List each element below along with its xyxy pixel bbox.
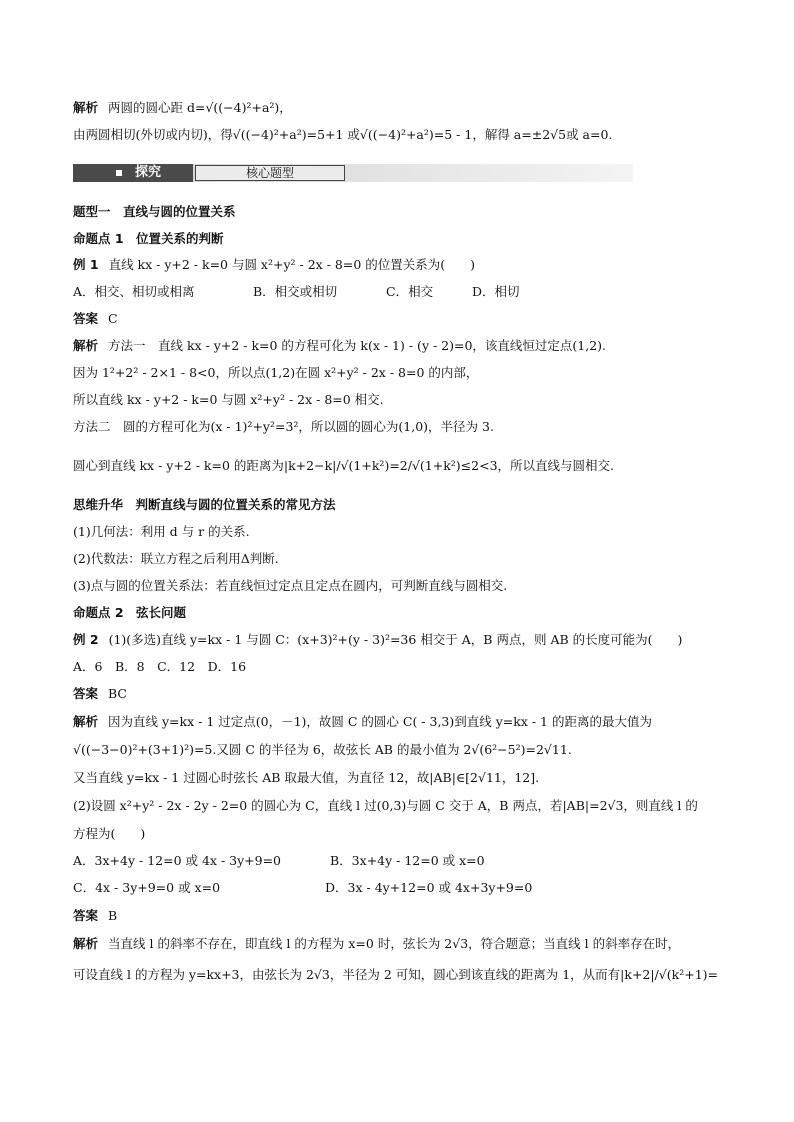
options-ex2a: A．6 B．8 C．12 D．16 [73, 659, 247, 674]
text-line: 解析 方法一 直线 kx - y+2 - k=0 的方程可化为 k(x - 1) - (y - 2)=0，该直线恒过定点(1,2). [73, 338, 607, 353]
label: 解析 [73, 100, 99, 115]
example-line: 例 1 直线 kx - y+2 - k=0 与圆 x²+y² - 2x - 8=0 的位置关系为( ) [73, 257, 475, 272]
text-line: 又当直线 y=kx - 1 过圆心时弦长 AB 取最大值，为直径 12，故|AB|∈[2√11，12]. [73, 770, 540, 785]
text-line: 由两圆相切(外切或内切)，得√((−4)²+a²)=5+1 或√((−4)²+a²)=5 - 1，解得 a=±2√5或 a=0. [73, 127, 613, 142]
heading: 命题点 1 位置关系的判断 [73, 231, 224, 246]
text-line: 解析 因为直线 y=kx - 1 过定点(0，－1)，故圆 C 的圆心 C( - 3,3)到直线 y=kx - 1 的距离的最大值为 [73, 714, 652, 729]
heading: 命题点 2 弦长问题 [73, 605, 187, 620]
text-line: (1)几何法：利用 d 与 r 的关系. [73, 524, 250, 539]
banner-right: 核心题型 [195, 165, 345, 181]
heading: 题型一 直线与圆的位置关系 [73, 204, 236, 219]
text-line: 圆心到直线 kx - y+2 - k=0 的距离为|k+2−k|/√(1+k²)=2/√(1+k²)≤2<3，所以直线与圆相交. [73, 458, 615, 473]
text-line: (2)代数法：联立方程之后利用Δ判断. [73, 551, 279, 566]
options-ex2b-row2: C．4x - 3y+9=0 或 x=0 D．3x - 4y+12=0 或 4x+3y+9=0 [73, 880, 533, 895]
text-line: 解析 当直线 l 的斜率不存在，即直线 l 的方程为 x=0 时，弦长为 2√3，符合题意；当直线 l 的斜率存在时， [73, 936, 681, 951]
text-line: 所以直线 kx - y+2 - k=0 与圆 x²+y² - 2x - 8=0 相交. [73, 392, 384, 407]
text-line: 因为 1²+2² - 2×1 - 8<0，所以点(1,2)在圆 x²+y² - 2x - 8=0 的内部， [73, 365, 479, 380]
text-line: (3)点与圆的位置关系法：若直线恒过定点且定点在圆内，可判断直线与圆相交. [73, 578, 508, 593]
answer-line: 答案 B [73, 908, 118, 923]
options-ex1: A．相交、相切或相离 B．相交或相切 C．相交 D．相切 [73, 284, 520, 299]
text-line: 方法二 圆的方程可化为(x - 1)²+y²=3²，所以圆的圆心为(1,0)，半径为 3. [73, 419, 494, 434]
heading: 思维升华 判断直线与圆的位置关系的常见方法 [73, 497, 336, 512]
text-line: 解析 两圆的圆心距 d=√((−4)²+a²)， [73, 100, 292, 115]
example-line: 例 2 (1)(多选)直线 y=kx - 1 与圆 C：(x+3)²+(y - 3)²=36 相交于 A，B 两点，则 AB 的长度可能为( ) [73, 632, 683, 647]
banner-left: 探究 [135, 165, 162, 180]
section-banner [73, 164, 633, 182]
text-line: (2)设圆 x²+y² - 2x - 2y - 2=0 的圆心为 C，直线 l 过(0,3)与圆 C 交于 A，B 两点，若|AB|=2√3，则直线 l 的 [73, 798, 698, 813]
text-line: 可设直线 l 的方程为 y=kx+3，由弦长为 2√3，半径为 2 可知，圆心到该直线的距离为 1，从而有|k+2|/√(k²+1)= [73, 967, 719, 982]
text-line: 方程为( ) [73, 826, 146, 841]
options-ex2b-row1: A．3x+4y - 12=0 或 4x - 3y+9=0 B．3x+4y - 12=0 或 x=0 [73, 853, 485, 868]
text-line: √((−3−0)²+(3+1)²)=5.又圆 C 的半径为 6，故弦长 AB 的最小值为 2√(6²−5²)=2√11. [73, 742, 572, 757]
square-icon [116, 170, 122, 176]
answer-line: 答案 C [73, 311, 118, 326]
answer-line: 答案 BC [73, 686, 127, 701]
